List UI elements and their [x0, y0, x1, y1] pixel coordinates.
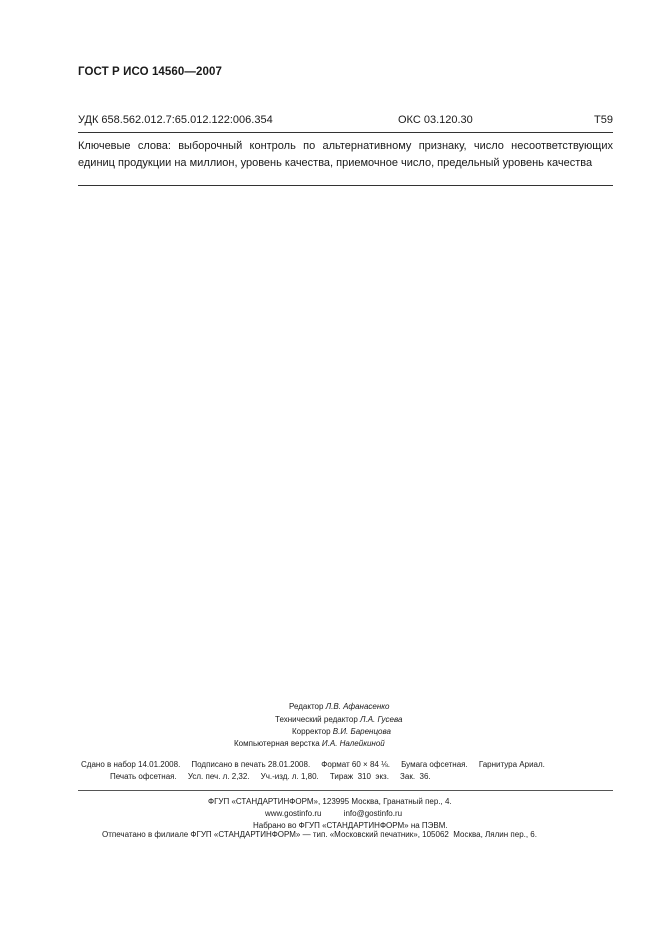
credit-role: Корректор: [292, 727, 331, 736]
credit-role: Технический редактор: [275, 715, 358, 724]
credit-layout: [234, 738, 385, 751]
publication-line-1: Сдано в набор 14.01.2008. Подписано в печать 28.01.2008. Формат 60 × 84 ⅛. Бумага офсетная. Гарнитура Ариал.: [81, 760, 545, 769]
credit-editor: [289, 701, 389, 714]
publisher-address: ФГУП «СТАНДАРТИНФОРМ», 123995 Москва, Гранатный пер., 4.: [208, 797, 452, 806]
credit-role: Компьютерная верстка: [234, 739, 320, 748]
udk-code: УДК 658.562.012.7:65.012.122:006.354: [78, 114, 273, 126]
credit-name: В.И. Баренцова: [332, 727, 391, 736]
credit-name: Л.В. Афанасенко: [325, 702, 390, 711]
printing-note: Отпечатано в филиале ФГУП «СТАНДАРТИНФОРМ» — тип. «Московский печатник», 105062 Москва, Лялин пер., 6.: [102, 830, 537, 839]
divider-top: [78, 132, 613, 133]
keywords-paragraph: Ключевые слова: выборочный контроль по альтернативному признаку, число несоответствующих единиц продукции на миллион, уровень качества, приемочное число, предельный уровень качества: [78, 140, 613, 169]
divider-keywords: [78, 185, 613, 186]
publication-line-2: Печать офсетная. Усл. печ. л. 2,32. Уч.-изд. л. 1,80. Тираж 310 экз. Зак. 36.: [110, 772, 431, 781]
credit-proofreader: [292, 726, 391, 739]
publisher-contacts: www.gostinfo.ru info@gostinfo.ru: [265, 809, 403, 818]
category-code: Т59: [594, 114, 613, 126]
credit-role: Редактор: [289, 702, 324, 711]
oks-code: ОКС 03.120.30: [398, 114, 473, 126]
document-title: ГОСТ Р ИСО 14560—2007: [78, 66, 223, 78]
credit-name: Л.А. Гусева: [360, 715, 403, 724]
divider-bottom: [78, 790, 613, 791]
credit-name: И.А. Налейкиной: [321, 739, 385, 748]
typeset-note: Набрано во ФГУП «СТАНДАРТИНФОРМ» на ПЭВМ.: [253, 821, 448, 830]
credit-technical-editor: [275, 714, 402, 727]
